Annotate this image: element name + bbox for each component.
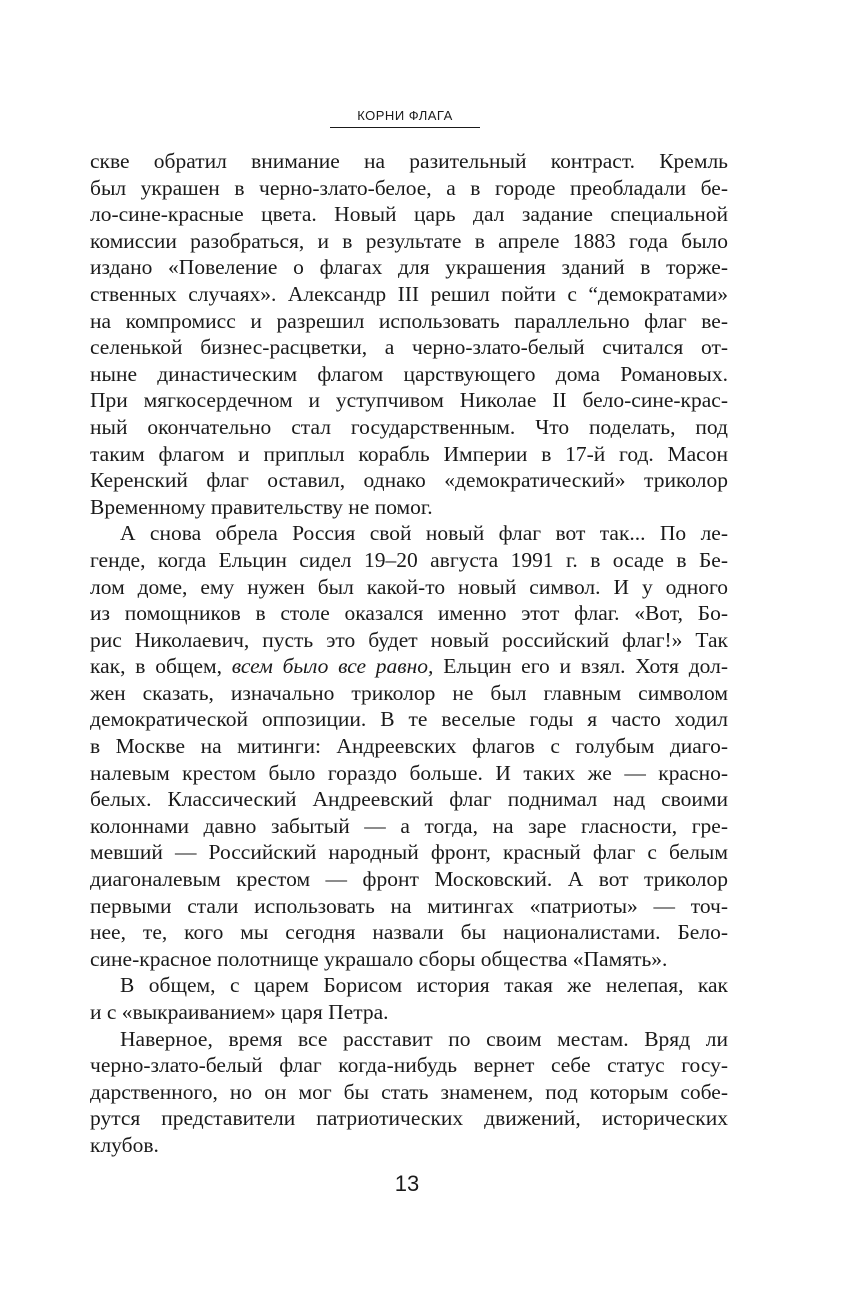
paragraph-4 [90,1026,728,1159]
text-line: таким флагом и приплыл корабль Империи в 17-й год. Масон [90,441,728,466]
text-line: А снова обрела Россия свой новый флаг вот так... По ле- [120,521,728,546]
text-run: Ельцин его и взял. Хотя дол- [433,654,728,679]
text-line: Наверное, время все расставит по своим местам. Вряд ли [120,1026,728,1051]
body-text [90,148,728,1159]
text-line: рутся представители патриотических движений, исторических [90,1106,728,1131]
text-line: дарственного, но он мог бы стать знаменем, под которым собе- [90,1079,728,1104]
text-line: При мягкосердечном и уступчивом Николае II бело-сине-крас- [90,388,728,413]
italic-run: всем было все равно, [231,654,434,679]
paragraph-2 [90,520,728,972]
text-line: ныне династическим флагом царствующего дома Романовых. [90,361,728,386]
text-line: из помощников в столе оказался именно этот флаг. «Вот, Бо- [90,601,728,626]
text-line: колоннами давно забытый — а тогда, на заре гласности, гре- [90,813,728,838]
running-head-rule [330,127,480,128]
paragraph-1 [90,148,728,520]
text-line: сине-красное полотнище украшало сборы общества «Память». [90,946,668,971]
text-line: рис Николаевич, пусть это будет новый российский флаг!» Так [90,627,728,652]
text-line-with-italic [90,653,728,680]
text-line: комиссии разобраться, и в результате в апреле 1883 года было [90,228,728,253]
text-line: диагоналевым крестом — фронт Московский. А вот триколор [90,867,728,892]
text-line: первыми стали использовать на митингах «патриоты» — точ- [90,893,728,918]
paragraph-3 [90,972,728,1025]
text-line: ственных случаях». Александр III решил пойти с “демократами» [90,281,728,306]
text-line: лом доме, ему нужен был какой-то новый символ. И у одного [90,574,728,599]
text-line: ло-сине-красные цвета. Новый царь дал задание специальной [90,202,728,227]
text-line: скве обратил внимание на разительный контраст. Кремль [90,149,728,173]
text-line: Временному правительству не помог. [90,494,433,519]
text-line: белых. Классический Андреевский флаг поднимал над своими [90,787,728,812]
text-line: издано «Повеление о флагах для украшения зданий в торже- [90,255,728,280]
text-line: на компромисс и разрешил использовать параллельно флаг ве- [90,308,728,333]
text-line: был украшен в черно-злато-белое, а в городе преобладали бе- [90,175,728,200]
text-line: демократической оппозиции. В те веселые годы я часто ходил [90,707,728,732]
text-line: черно-злато-белый флаг когда-нибудь вернет себе статус госу- [90,1053,728,1078]
page-number: 13 [394,1171,420,1196]
text-line: В общем, с царем Борисом история такая же нелепая, как [120,973,728,998]
text-line: налевым крестом было гораздо больше. И таких же — красно- [90,760,728,785]
text-line: мевший — Российский народный фронт, красный флаг с белым [90,840,728,865]
text-line: генде, когда Ельцин сидел 19–20 августа 1991 г. в осаде в Бе- [90,547,728,572]
text-line: селенькой бизнес-расцветки, а черно-злато-белый считался от- [90,335,728,360]
text-line: ный окончательно стал государственным. Что поделать, под [90,414,728,439]
text-run: как, в общем, [90,654,232,679]
text-line: в Москве на митинги: Андреевских флагов с голубым диаго- [90,734,728,759]
running-head: КОРНИ ФЛАГА [357,108,453,123]
text-line: жен сказать, изначально триколор не был главным символом [90,680,728,705]
text-line: нее, те, кого мы сегодня назвали бы националистами. Бело- [90,920,728,945]
text-line: Керенский флаг оставил, однако «демократический» триколор [90,468,728,493]
text-line: клубов. [90,1132,159,1157]
text-line: и с «выкраиванием» царя Петра. [90,1000,389,1024]
